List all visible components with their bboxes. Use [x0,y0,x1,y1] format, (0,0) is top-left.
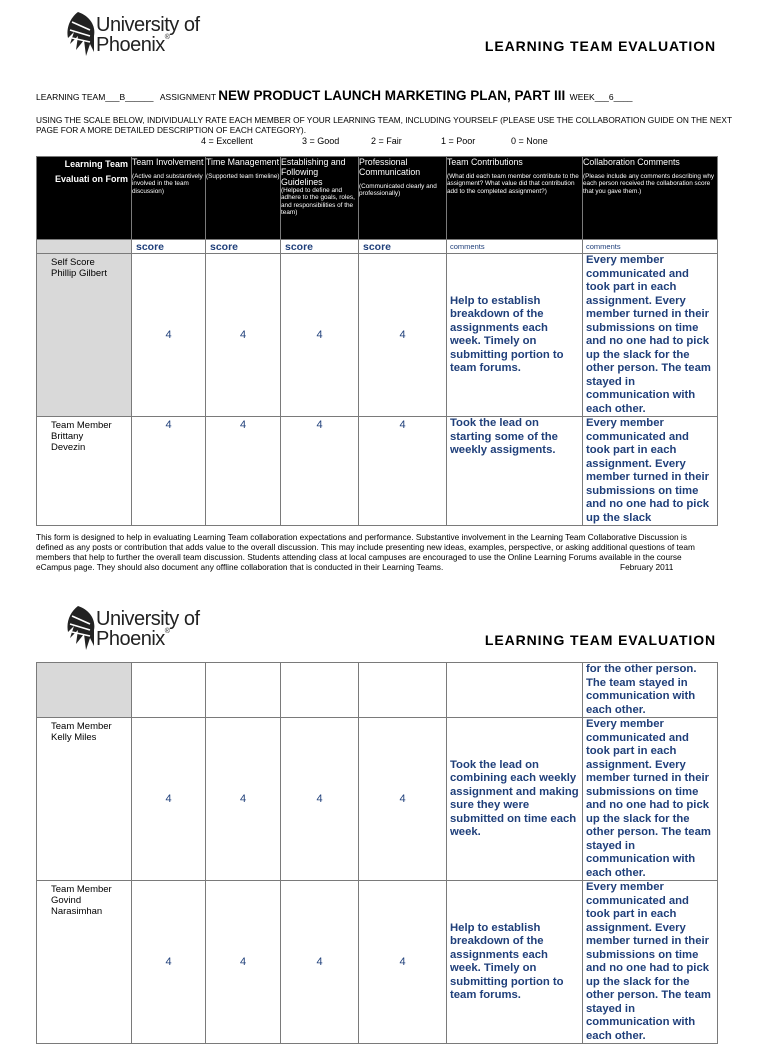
guidelines-score: 4 [281,254,359,417]
scale-none: 0 = None [511,136,548,146]
score-label: score [359,240,447,254]
header-guidelines: Establishing and Following Guidelines (Helped to define and adhere to the goals, roles, and responsibilities of the team) [281,157,359,240]
table-row [37,417,718,526]
communication-score: 4 [359,881,447,1044]
table-row-continued [37,663,718,718]
team-contribution-text: Took the lead on starting some of the weekly assigments. [447,417,583,526]
member-name-cell: Self Score Phillip Gilbert [37,254,132,417]
assignment-value: NEW PRODUCT LAUNCH MARKETING PLAN, PART III [218,88,566,103]
evaluation-table-page2 [36,662,718,1044]
phoenix-bird-icon [64,10,98,66]
form-title-header: Learning Team Evaluati on Form [37,157,132,240]
time-management-score: 4 [206,881,281,1044]
member-name-cell: Team Member Brittany Devezin [37,417,132,526]
communication-score: 4 [359,254,447,417]
member-name-cell: Team Member Kelly Miles [37,718,132,881]
header-collaboration-comments: Collaboration Comments (Please include any comments describing why each person received the collaboration score that you gave them.) [583,157,718,240]
comments-label: comments [583,240,718,254]
guidelines-score: 4 [281,718,359,881]
table-row [37,881,718,1044]
header-team-contributions: Team Contributions (What did each team member contribute to the assignment? What value did that contribution add to the completed assignment?) [447,157,583,240]
collaboration-comment-text: Every member communicated and took part in each assignment. Every member turned in their submissions on time and no one had to pick up the slack for the other person. The team stayed in communication with each other. [583,881,718,1044]
collaboration-comment-text: Every member communicated and took part in each assignment. Every member turned in their submissions on time and no one had to pick up the slack [583,417,718,526]
header-team-involvement: Team Involvement (Active and substantively involved in the team discussion) [132,157,206,240]
guidelines-score: 4 [281,417,359,526]
document-title: LEARNING TEAM EVALUATION [484,38,716,54]
document-title: LEARNING TEAM EVALUATION [484,632,716,648]
header-row [37,157,718,240]
team-involvement-score: 4 [132,881,206,1044]
time-management-score: 4 [206,254,281,417]
score-label: score [206,240,281,254]
time-management-score: 4 [206,417,281,526]
footer-date: February 2011 [620,562,674,572]
communication-score: 4 [359,718,447,881]
university-logo [64,10,204,66]
phoenix-bird-icon [64,604,98,660]
time-management-score: 4 [206,718,281,881]
score-label-row [37,240,718,254]
instructions: USING THE SCALE BELOW, INDIVIDUALLY RATE EACH MEMBER OF YOUR LEARNING TEAM, INCLUDING YOURSELF (PLEASE USE THE COLLABORATION GUIDE ON THE NEXT PAGE FOR A MORE DETAILED DESCRIPTION OF EACH CATEGORY). [36,115,732,135]
header-professional-communication: Professional Communication (Communicated clearly and professionally) [359,157,447,240]
assignment-info-line: LEARNING TEAM___B______ ASSIGNMENT NEW PRODUCT LAUNCH MARKETING PLAN, PART III WEEK___6____ [36,88,633,103]
scale-poor: 1 = Poor [441,136,476,146]
footer-note: This form is designed to help in evaluating Learning Team collaboration expectations and performance. Substantive involvement in the Learning Team Collaborative Discussion is defined as any posts or contribution that adds value to the overall discussion. This may include presenting new ideas, examples, perspective, or asking additional questions of team members that help to further the overall team discussion. Students attending class at local campuses are encouraged to use the Online Learning Forums available in the course eCampus page. They should also document any offline collaboration that is conducted in their Learning Teams. [36,532,695,572]
team-involvement-score: 4 [132,718,206,881]
team-contribution-text: Help to establish breakdown of the assignments each week. Timely on submitting portion to team forums. [447,881,583,1044]
scale-fair: 2 = Fair [371,136,402,146]
table-row [37,254,718,417]
team-involvement-score: 4 [132,254,206,417]
evaluation-table-page1 [36,156,718,526]
score-label: score [132,240,206,254]
scale-excellent: 4 = Excellent [201,136,253,146]
collaboration-comment-text: for the other person. The team stayed in communication with each other. [583,663,718,718]
team-involvement-score: 4 [132,417,206,526]
logo-line1: University of [96,14,200,36]
team-contribution-text: Help to establish breakdown of the assignments each week. Timely on submitting portion to team forums. [447,254,583,417]
score-label: score [281,240,359,254]
communication-score: 4 [359,417,447,526]
collaboration-comment-text: Every member communicated and took part in each assignment. Every member turned in their submissions on time and no one had to pick up the slack for the other person. The team stayed in communication with each other. [583,254,718,417]
logo-line1: University of [96,608,200,630]
table-row [37,718,718,881]
member-name-cell: Team Member Govind Narasimhan [37,881,132,1044]
guidelines-score: 4 [281,881,359,1044]
comments-label: comments [447,240,583,254]
week-value: ___6____ [594,92,633,102]
collaboration-comment-text: Every member communicated and took part in each assignment. Every member turned in their submissions on time and no one had to pick up the slack for the other person. The team stayed in communication with each other. [583,718,718,881]
university-logo [64,604,204,660]
team-value: ___B______ [105,92,154,102]
team-contribution-text: Took the lead on combining each weekly assignment and making sure they were submitted on time each week. [447,718,583,881]
scale-good: 3 = Good [302,136,340,146]
logo-line2: Phoenix® [96,628,170,650]
header-time-management: Time Management (Supported team timeline) [206,157,281,240]
logo-line2: Phoenix® [96,34,170,56]
